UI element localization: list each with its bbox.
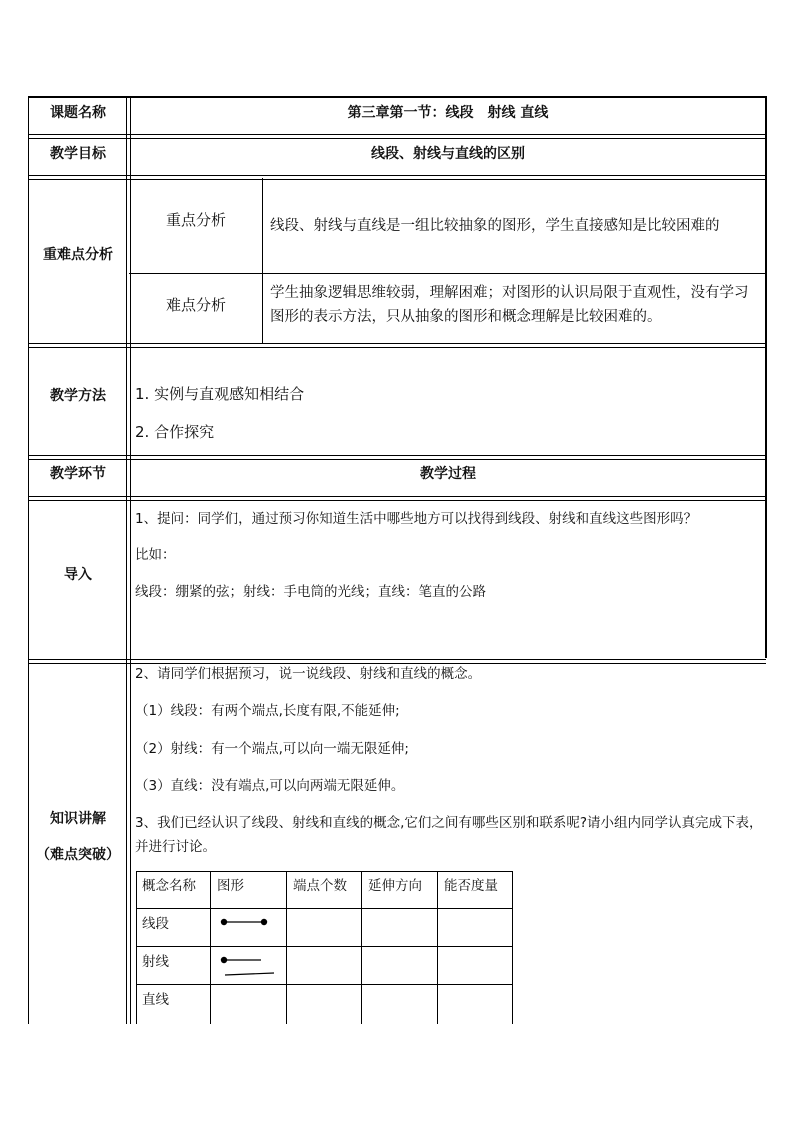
table-border-left (28, 96, 29, 1024)
segment-figure (215, 912, 281, 932)
definition-segment: （1）线段：有两个端点,长度有限,不能延伸; (135, 703, 400, 719)
table-border-top (28, 96, 766, 98)
inner-table-line (361, 871, 362, 1024)
inner-table-line (136, 984, 512, 985)
table-header: 图形 (217, 878, 244, 894)
method-item: 2. 合作探究 (135, 423, 215, 441)
focus-label: 重点分析 (165, 211, 226, 229)
inner-table-line (136, 946, 512, 947)
difficulty-label: 难点分析 (165, 296, 226, 314)
row-divider (28, 343, 766, 348)
inner-table-line (136, 908, 512, 909)
inner-table-line (437, 871, 438, 1024)
label-column-divider (126, 96, 131, 1024)
inner-table-line (136, 871, 137, 1024)
table-header: 延伸方向 (368, 878, 422, 894)
row-divider (28, 455, 766, 460)
row-divider (28, 496, 766, 501)
method-item: 1. 实例与直观感知相结合 (135, 385, 305, 403)
subrow-divider (129, 273, 765, 274)
table-row-label: 线段 (142, 916, 169, 932)
table-header: 能否度量 (444, 878, 498, 894)
intro-question: 1、提问：同学们，通过预习你知道生活中哪些地方可以找得到线段、射线和直线这些图形吗？ (135, 511, 698, 527)
knowledge-question: 2、请同学们根据预习，说一说线段、射线和直线的概念。 (135, 666, 482, 682)
knowledge-sub-label: （难点突破） (36, 847, 120, 863)
table-row-label: 射线 (142, 954, 169, 970)
table-border-right (765, 96, 767, 658)
inner-table-line (286, 871, 287, 1024)
table-header: 概念名称 (142, 878, 196, 894)
inner-table-line (512, 871, 513, 1024)
definition-ray: （2）射线：有一个端点,可以向一端无限延伸; (135, 741, 409, 757)
key-points-divider (262, 178, 263, 343)
process-label: 教学环节 (50, 466, 106, 482)
objective-value: 线段、射线与直线的区别 (371, 146, 525, 162)
methods-label: 教学方法 (50, 388, 106, 404)
table-header: 端点个数 (293, 878, 347, 894)
course-title: 第三章第一节：线段 射线 直线 (347, 105, 549, 121)
row-divider (28, 659, 766, 664)
intro-examples: 线段：绷紧的弦；射线：手电筒的光线；直线：笔直的公路 (135, 584, 486, 600)
course-label: 课题名称 (50, 105, 106, 121)
process-header: 教学过程 (420, 466, 476, 482)
table-row-label: 直线 (142, 992, 169, 1008)
inner-table-line (210, 871, 211, 1024)
definition-line: （3）直线：没有端点,可以向两端无限延伸。 (135, 778, 405, 794)
inner-table-line (136, 871, 512, 872)
knowledge-label: 知识讲解 (50, 811, 106, 827)
knowledge-task: 3、我们已经认识了线段、射线和直线的概念,它们之间有哪些区别和联系呢?请小组内同学认真完成下表，并进行讨论。 (135, 815, 763, 855)
intro-label: 导入 (64, 567, 92, 583)
key-points-label: 重难点分析 (43, 247, 113, 263)
intro-example-label: 比如： (135, 547, 176, 563)
focus-text: 线段、射线与直线是一组比较抽象的图形，学生直接感知是比较困难的 (270, 218, 720, 234)
row-divider (28, 175, 766, 180)
row-divider (28, 134, 766, 139)
ray-figure (215, 950, 281, 980)
objective-label: 教学目标 (50, 146, 106, 162)
difficulty-text: 学生抽象逻辑思维较弱，理解困难；对图形的认识局限于直观性，没有学习图形的表示方法，只从抽象的图形和概念理解是比较困难的。 (270, 285, 749, 325)
